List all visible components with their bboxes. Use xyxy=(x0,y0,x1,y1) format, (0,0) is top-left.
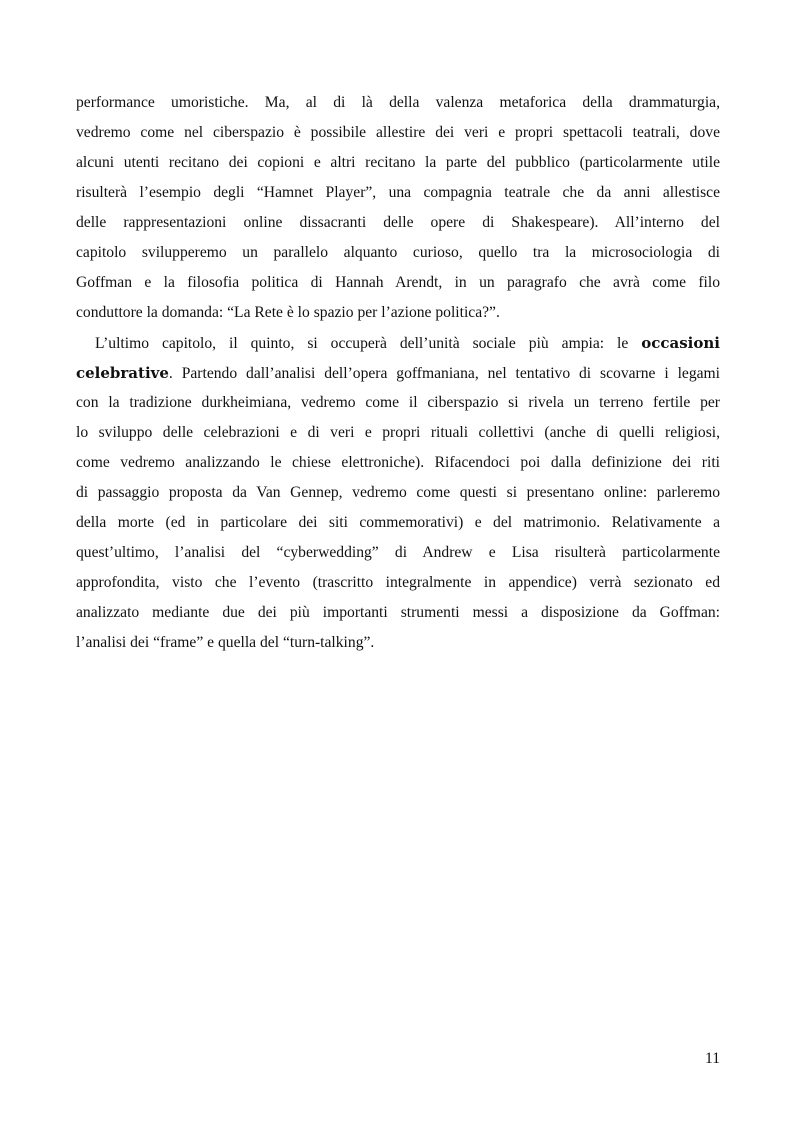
text-line: analizzato mediante due dei più importanti strumenti messi a disposizione da Goffman: xyxy=(76,604,720,621)
text-line: come vedremo analizzando le chiese elettroniche). Rifacendoci poi dalla definizione dei riti xyxy=(76,454,720,471)
text-line: vedremo come nel ciberspazio è possibile allestire dei veri e propri spettacoli teatrali, dove xyxy=(76,124,720,141)
text-line: della morte (ed in particolare dei siti commemorativi) e del matrimonio. Relativamente a xyxy=(76,514,720,531)
text-line: di passaggio proposta da Van Gennep, vedremo come questi si presentano online: parleremo xyxy=(76,484,720,501)
text-line: lo sviluppo delle celebrazioni e di veri e propri rituali collettivi (anche di quelli religiosi, xyxy=(76,424,720,441)
text-line: risulterà l’esempio degli “Hamnet Player”, una compagnia teatrale che da anni allestisce xyxy=(76,184,720,201)
text-segment: L’ultimo capitolo, il quinto, si occuperà dell’unità sociale più ampia: le xyxy=(95,335,629,352)
paragraph-1 xyxy=(76,88,720,328)
text-line xyxy=(76,328,720,358)
text-line: approfondita, visto che l’evento (trascritto integralmente in appendice) verrà sezionato ed xyxy=(76,574,720,591)
text-line xyxy=(76,358,720,388)
body-text xyxy=(76,88,720,658)
text-line: performance umoristiche. Ma, al di là della valenza metaforica della drammaturgia, xyxy=(76,94,720,111)
text-line: conduttore la domanda: “La Rete è lo spazio per l’azione politica?”. xyxy=(76,304,500,321)
page-number: 11 xyxy=(704,1050,720,1067)
text-line: l’analisi dei “frame” e quella del “turn-talking”. xyxy=(76,634,375,651)
text-line: quest’ultimo, l’analisi del “cyberwedding” di Andrew e Lisa risulterà particolarmente xyxy=(76,544,720,561)
bold-term: celebrative xyxy=(76,364,169,382)
text-line: con la tradizione durkheimiana, vedremo come il ciberspazio si rivela un terreno fertile per xyxy=(76,394,720,411)
text-line: alcuni utenti recitano dei copioni e altri recitano la parte del pubblico (particolarmente utile xyxy=(76,154,720,171)
text-line: Goffman e la filosofia politica di Hannah Arendt, in un paragrafo che avrà come filo xyxy=(76,274,720,291)
bold-term: occasioni xyxy=(641,334,720,352)
paragraph-2 xyxy=(76,328,720,658)
text-segment: . Partendo dall’analisi dell’opera goffmaniana, nel tentativo di scovarne i legami xyxy=(168,365,720,382)
text-line: capitolo svilupperemo un parallelo alquanto curioso, quello tra la microsociologia di xyxy=(76,244,720,261)
text-line: delle rappresentazioni online dissacranti delle opere di Shakespeare). All’interno del xyxy=(76,214,720,231)
